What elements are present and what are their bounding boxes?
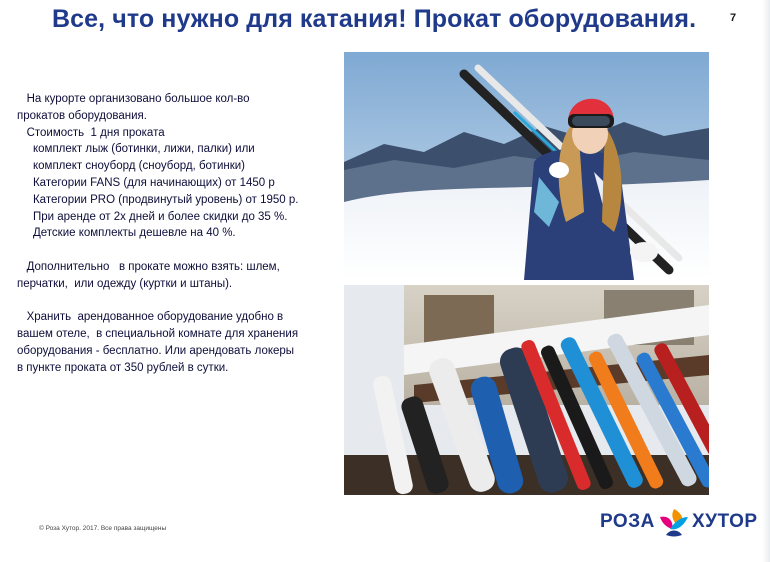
- slide-edge-shadow: [762, 0, 770, 562]
- body-line: комплект сноуборд (сноуборд, ботинки): [17, 160, 246, 173]
- body-line: При аренде от 2х дней и более скидки до 35 %.: [17, 210, 288, 223]
- body-text: [17, 91, 327, 377]
- rosa-khutor-logo: [600, 505, 758, 541]
- body-line: вашем отеле, в специальной комнате для хранения: [17, 328, 299, 341]
- body-line: комплект лыж (ботинки, лижи, палки) или: [17, 143, 255, 156]
- ski-rack-photo: [344, 285, 709, 495]
- body-line: оборудования - бесплатно. Или арендовать локеры: [17, 344, 295, 357]
- footer-copyright: © Роза Хутор. 2017. Все права защищены: [39, 525, 167, 532]
- page-number: 7: [730, 12, 737, 24]
- body-line: Хранить арендованное оборудование удобно в: [17, 311, 284, 324]
- body-line: [17, 242, 327, 259]
- body-line: Категории FANS (для начинающих) от 1450 р: [17, 176, 275, 189]
- logo-word-1: РОЗА: [600, 511, 655, 532]
- body-line: в пункте проката от 350 рублей в сутки.: [17, 361, 229, 374]
- body-line: перчатки, или одежду (куртки и штаны).: [17, 277, 233, 290]
- skier-photo: [344, 52, 709, 280]
- body-line: [17, 293, 327, 310]
- body-line: Категории PRO (продвинутый уровень) от 1950 р.: [17, 193, 299, 206]
- body-line: На курорте организовано большое кол-во: [17, 93, 250, 105]
- body-line: Детские комплекты дешевле на 40 %.: [17, 227, 236, 240]
- logo-word-2: ХУТОР: [692, 511, 758, 532]
- body-line: Стоимость 1 дня проката: [17, 126, 165, 139]
- body-line: Дополнительно в прокате можно взять: шлем,: [17, 260, 280, 273]
- slide-title: Все, что нужно для катания! Прокат оборудования.: [52, 5, 697, 33]
- body-line: прокатов оборудования.: [17, 109, 147, 122]
- logo-flower-icon: [656, 505, 692, 539]
